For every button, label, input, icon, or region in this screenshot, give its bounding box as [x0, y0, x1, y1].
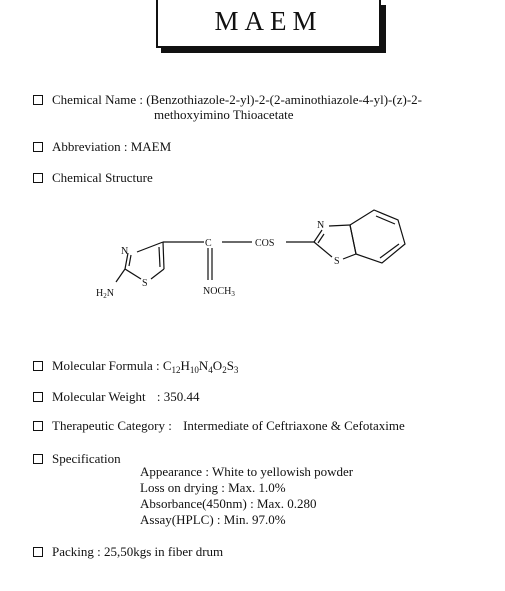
- packing-value: 25,50kgs in fiber drum: [104, 544, 224, 559]
- title-box: [156, 0, 381, 48]
- atom-cos: COS: [255, 238, 275, 249]
- bond-line: [314, 230, 322, 242]
- therapeutic-category-label: Therapeutic Category :: [52, 418, 172, 433]
- packing-label: Packing :: [52, 544, 101, 559]
- chemical-structure-diagram: [0, 195, 505, 310]
- checkbox-icon: [33, 173, 43, 183]
- molecular-formula-value: $C_{12}H_{10}N_4O_2S_3$: [162, 358, 239, 375]
- bond-line: [125, 269, 141, 279]
- atom-s-right: S: [334, 256, 340, 267]
- checkbox-icon: [33, 361, 43, 371]
- amine-group: $H_2N$: [96, 288, 114, 300]
- bond-line: [151, 269, 164, 279]
- checkbox-icon: [33, 95, 43, 105]
- spec-absorbance: Absorbance(450nm) : Max. 0.280: [140, 496, 317, 511]
- checkbox-icon: [33, 421, 43, 431]
- bond-line: [116, 269, 125, 282]
- page-title: MAEM: [214, 6, 323, 36]
- chemical-name-line2: methoxyimino Thioacetate: [154, 107, 294, 122]
- checkbox-icon: [33, 142, 43, 152]
- atom-n-right: N: [317, 220, 325, 231]
- benzene-ring: [350, 210, 405, 263]
- bond-line: [163, 242, 164, 269]
- bond-line: [343, 254, 356, 259]
- atom-n-left: N: [121, 246, 129, 257]
- checkbox-icon: [33, 392, 43, 402]
- specification-label: Specification: [52, 451, 121, 466]
- chemical-name-line1: (Benzothiazole-2-yl)-2-(2-aminothiazole-4-yl)-(z)-2-: [146, 92, 422, 107]
- spec-assay: Assay(HPLC) : Min. 97.0%: [140, 512, 286, 527]
- chemical-structure-label: Chemical Structure: [52, 170, 153, 185]
- checkbox-icon: [33, 454, 43, 464]
- bond-line: [129, 255, 131, 266]
- chemical-name-label: Chemical Name :: [52, 92, 143, 107]
- therapeutic-category-value: Intermediate of Ceftriaxone & Cefotaxime: [183, 418, 405, 433]
- molecular-weight-value: : 350.44: [156, 389, 200, 404]
- bond-line: [329, 225, 350, 226]
- molecular-weight-label: Molecular Weight: [52, 389, 146, 404]
- bond-line: [159, 247, 160, 267]
- abbreviation-value: MAEM: [130, 139, 172, 154]
- atom-s-left: S: [142, 278, 148, 289]
- checkbox-icon: [33, 547, 43, 557]
- oxime-group: $NOCH_3$: [203, 286, 235, 298]
- spec-loss-on-drying: Loss on drying : Max. 1.0%: [140, 480, 286, 495]
- bond-line: [314, 242, 332, 257]
- molecular-formula-label: Molecular Formula :: [52, 358, 160, 373]
- spec-appearance: Appearance : White to yellowish powder: [140, 464, 354, 479]
- atom-c: C: [205, 238, 212, 249]
- abbreviation-label: Abbreviation :: [52, 139, 128, 154]
